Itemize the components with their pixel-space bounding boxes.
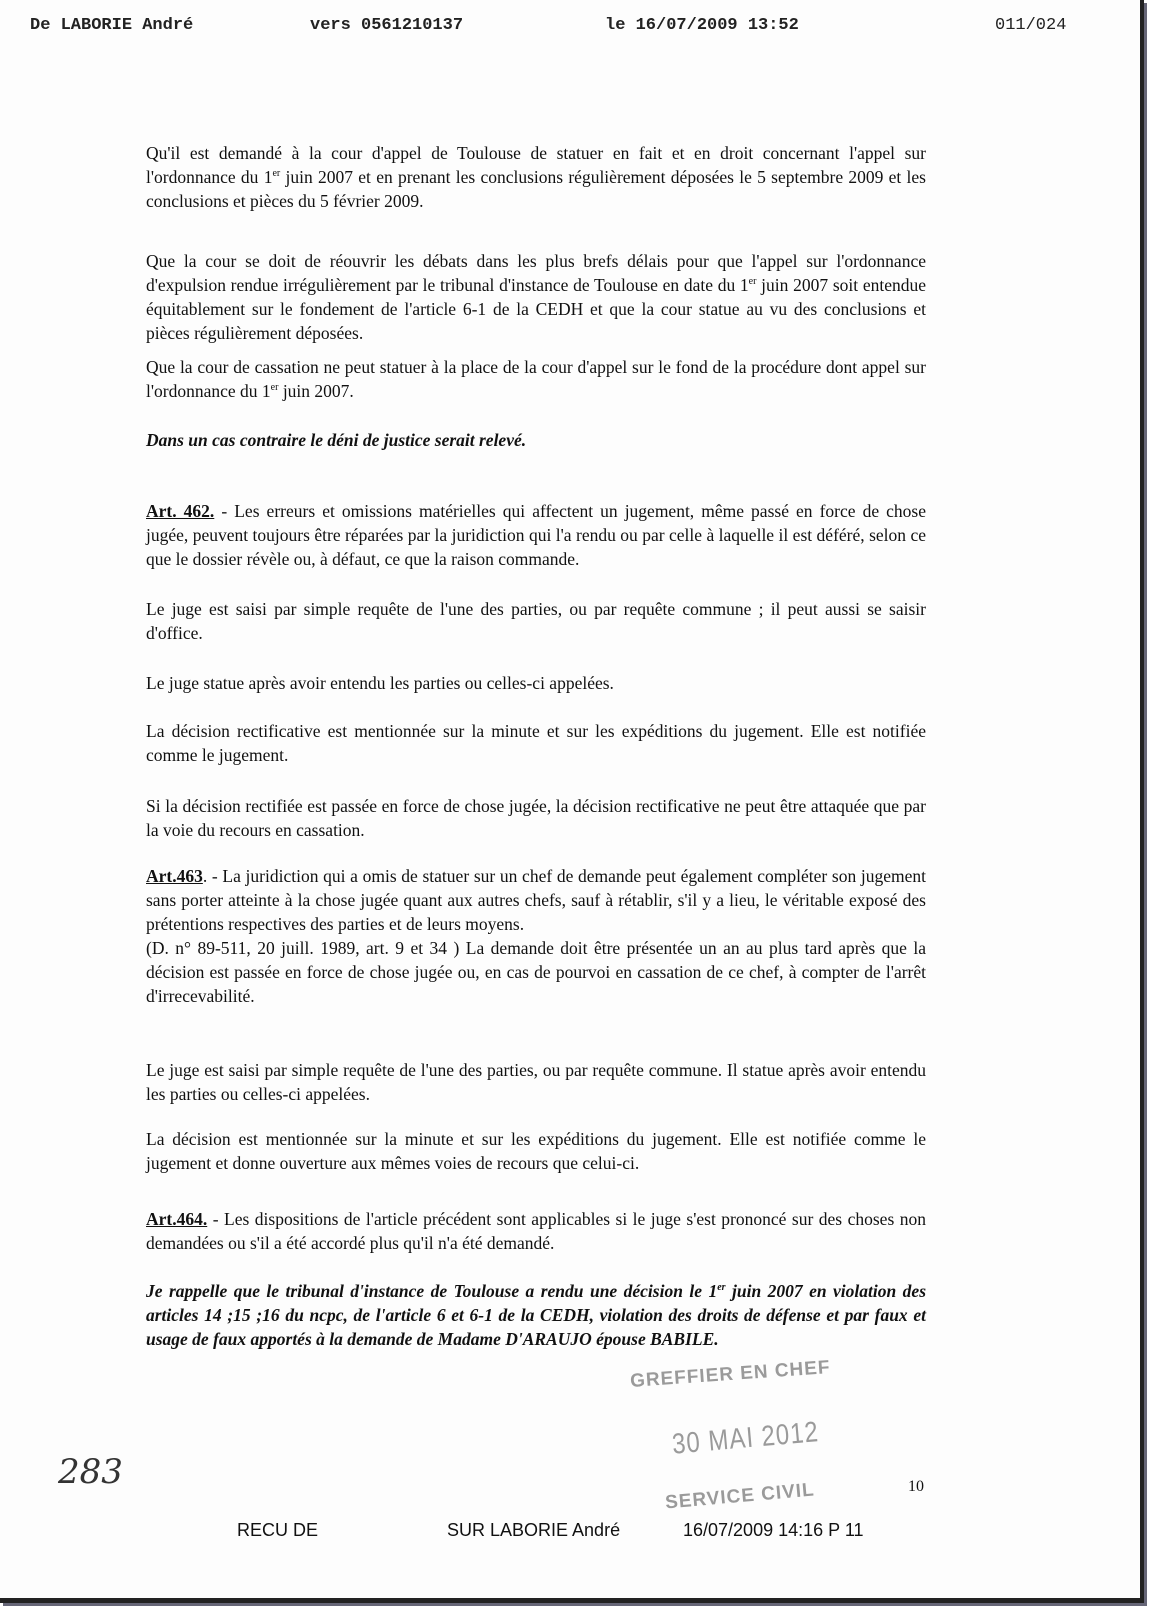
article-label: Art. 462. — [146, 501, 215, 521]
paragraph-reopen-debates — [146, 249, 926, 345]
article-462 — [146, 499, 926, 571]
text: (D. n° 89-511, 20 juill. 1989, art. 9 et 34 ) La demande doit être présentée un an au plus tard après que la décision est passée en force de chose jugée ou, en cas de pourvoi en cassation de ce chef, à compter de l'arrêt d'irrecevabilité. — [146, 938, 926, 1006]
article-464 — [146, 1207, 926, 1255]
paragraph: Le juge est saisi par simple requête de l'une des parties, ou par requête commune. Il statue après avoir entendu les parties ou celles-ci appelées. — [146, 1060, 926, 1104]
superscript: er — [270, 382, 279, 394]
text: juin 2007 en violation des articles 14 ;15 ;16 du ncpc, de l'article 6 et 6-1 de la CEDH, violation des droits de défense et par faux et usage de faux apportés à la demande de Madame D'ARAUJO épouse BABILE. — [146, 1281, 927, 1349]
page-number: 10 — [908, 1478, 924, 1495]
superscript: er — [717, 1282, 726, 1294]
paragraph: Si la décision rectifiée est passée en force de chose jugée, la décision rectificative ne peut être attaquée que par la voie du recours en cassation. — [146, 796, 926, 840]
superscript: er — [272, 168, 281, 180]
paragraph: Le juge statue après avoir entendu les parties ou celles-ci appelées. — [146, 673, 614, 693]
text: - Les dispositions de l'article précédent sont applicables si le juge s'est prononcé sur des choses non demandées ou s'il a été accordé plus qu'il n'a été demandé. — [146, 1209, 926, 1253]
article-463 — [146, 864, 926, 1008]
stamp-service: SERVICE CIVIL — [664, 1479, 816, 1514]
paragraph: Le juge est saisi par simple requête de l'une des parties, ou par requête commune ; il peut aussi se saisir d'office. — [146, 599, 926, 643]
superscript: er — [748, 276, 757, 288]
fax-footer-recu: RECU DE — [237, 1520, 319, 1540]
stamp-date: 30 MAI 2012 — [670, 1415, 821, 1461]
paragraph-cassation — [146, 355, 926, 403]
fax-header-from: De LABORIE André — [30, 16, 194, 35]
text: Que la cour de cassation ne peut statuer à la place de la cour d'appel sur le fond de la procédure dont appel sur l'ordonnance du 1 — [146, 357, 926, 401]
text: juin 2007 soit entendue équitablement sur le fondement de l'article 6-1 de la CEDH et que la cour statue au vu des conclusions et pièces régulièrement déposées. — [146, 275, 926, 343]
fax-header-date: le 16/07/2009 13:52 — [605, 16, 799, 35]
article-label: Art.463 — [146, 866, 203, 886]
fax-header-page: 011/024 — [995, 16, 1067, 35]
text: Je rappelle que le tribunal d'instance de Toulouse a rendu une décision le 1 — [146, 1281, 718, 1301]
paragraph-request-appeal — [146, 141, 926, 213]
paragraph-denial-justice: Dans un cas contraire le déni de justice serait relevé. — [146, 430, 527, 450]
text: juin 2007 et en prenant les conclusions régulièrement déposées le 5 septembre 2009 et les conclusions et pièces du 5 février 2009. — [146, 167, 926, 211]
paragraph-reminder — [146, 1279, 926, 1351]
article-label: Art.464. — [146, 1209, 208, 1229]
text: - Les erreurs et omissions matérielles qui affectent un jugement, même passé en force de chose jugée, peuvent toujours être réparées par la juridiction qui l'a rendu ou par celle à laquelle il est déféré, selon ce que le dossier révèle ou, à défaut, ce que la raison commande. — [146, 501, 927, 569]
stamp-greffier: GREFFIER EN CHEF — [629, 1357, 832, 1392]
fax-header-to: vers 0561210137 — [310, 16, 464, 35]
text: Que la cour se doit de réouvrir les débats dans les plus brefs délais pour que l'appel sur l'ordonnance d'expulsion rendue irrégulièrement par le tribunal d'instance de Toulouse en date du 1 — [146, 251, 926, 295]
handwritten-number: 283 — [58, 1452, 123, 1492]
paragraph: La décision est mentionnée sur la minute et sur les expéditions du jugement. Elle est notifiée comme le jugement et donne ouverture aux mêmes voies de recours que celui-ci. — [146, 1129, 926, 1173]
text: Qu'il est demandé à la cour d'appel de Toulouse de statuer en fait et en droit concernant l'appel sur l'ordonnance du 1 — [146, 143, 926, 187]
paragraph: La décision rectificative est mentionnée sur la minute et sur les expéditions du jugement. Elle est notifiée comme le jugement. — [146, 721, 926, 765]
text: juin 2007. — [278, 381, 354, 401]
fax-footer-datetime: 16/07/2009 14:16 P 11 — [683, 1520, 864, 1540]
fax-footer-from: SUR LABORIE André — [447, 1520, 621, 1540]
text: . - La juridiction qui a omis de statuer sur un chef de demande peut également compléter son jugement sans porter atteinte à la chose jugée quant aux autres chefs, sauf à rétablir, s'il y a lieu, le véritable exposé des prétentions respectives des parties et de leurs moyens. — [146, 866, 926, 934]
